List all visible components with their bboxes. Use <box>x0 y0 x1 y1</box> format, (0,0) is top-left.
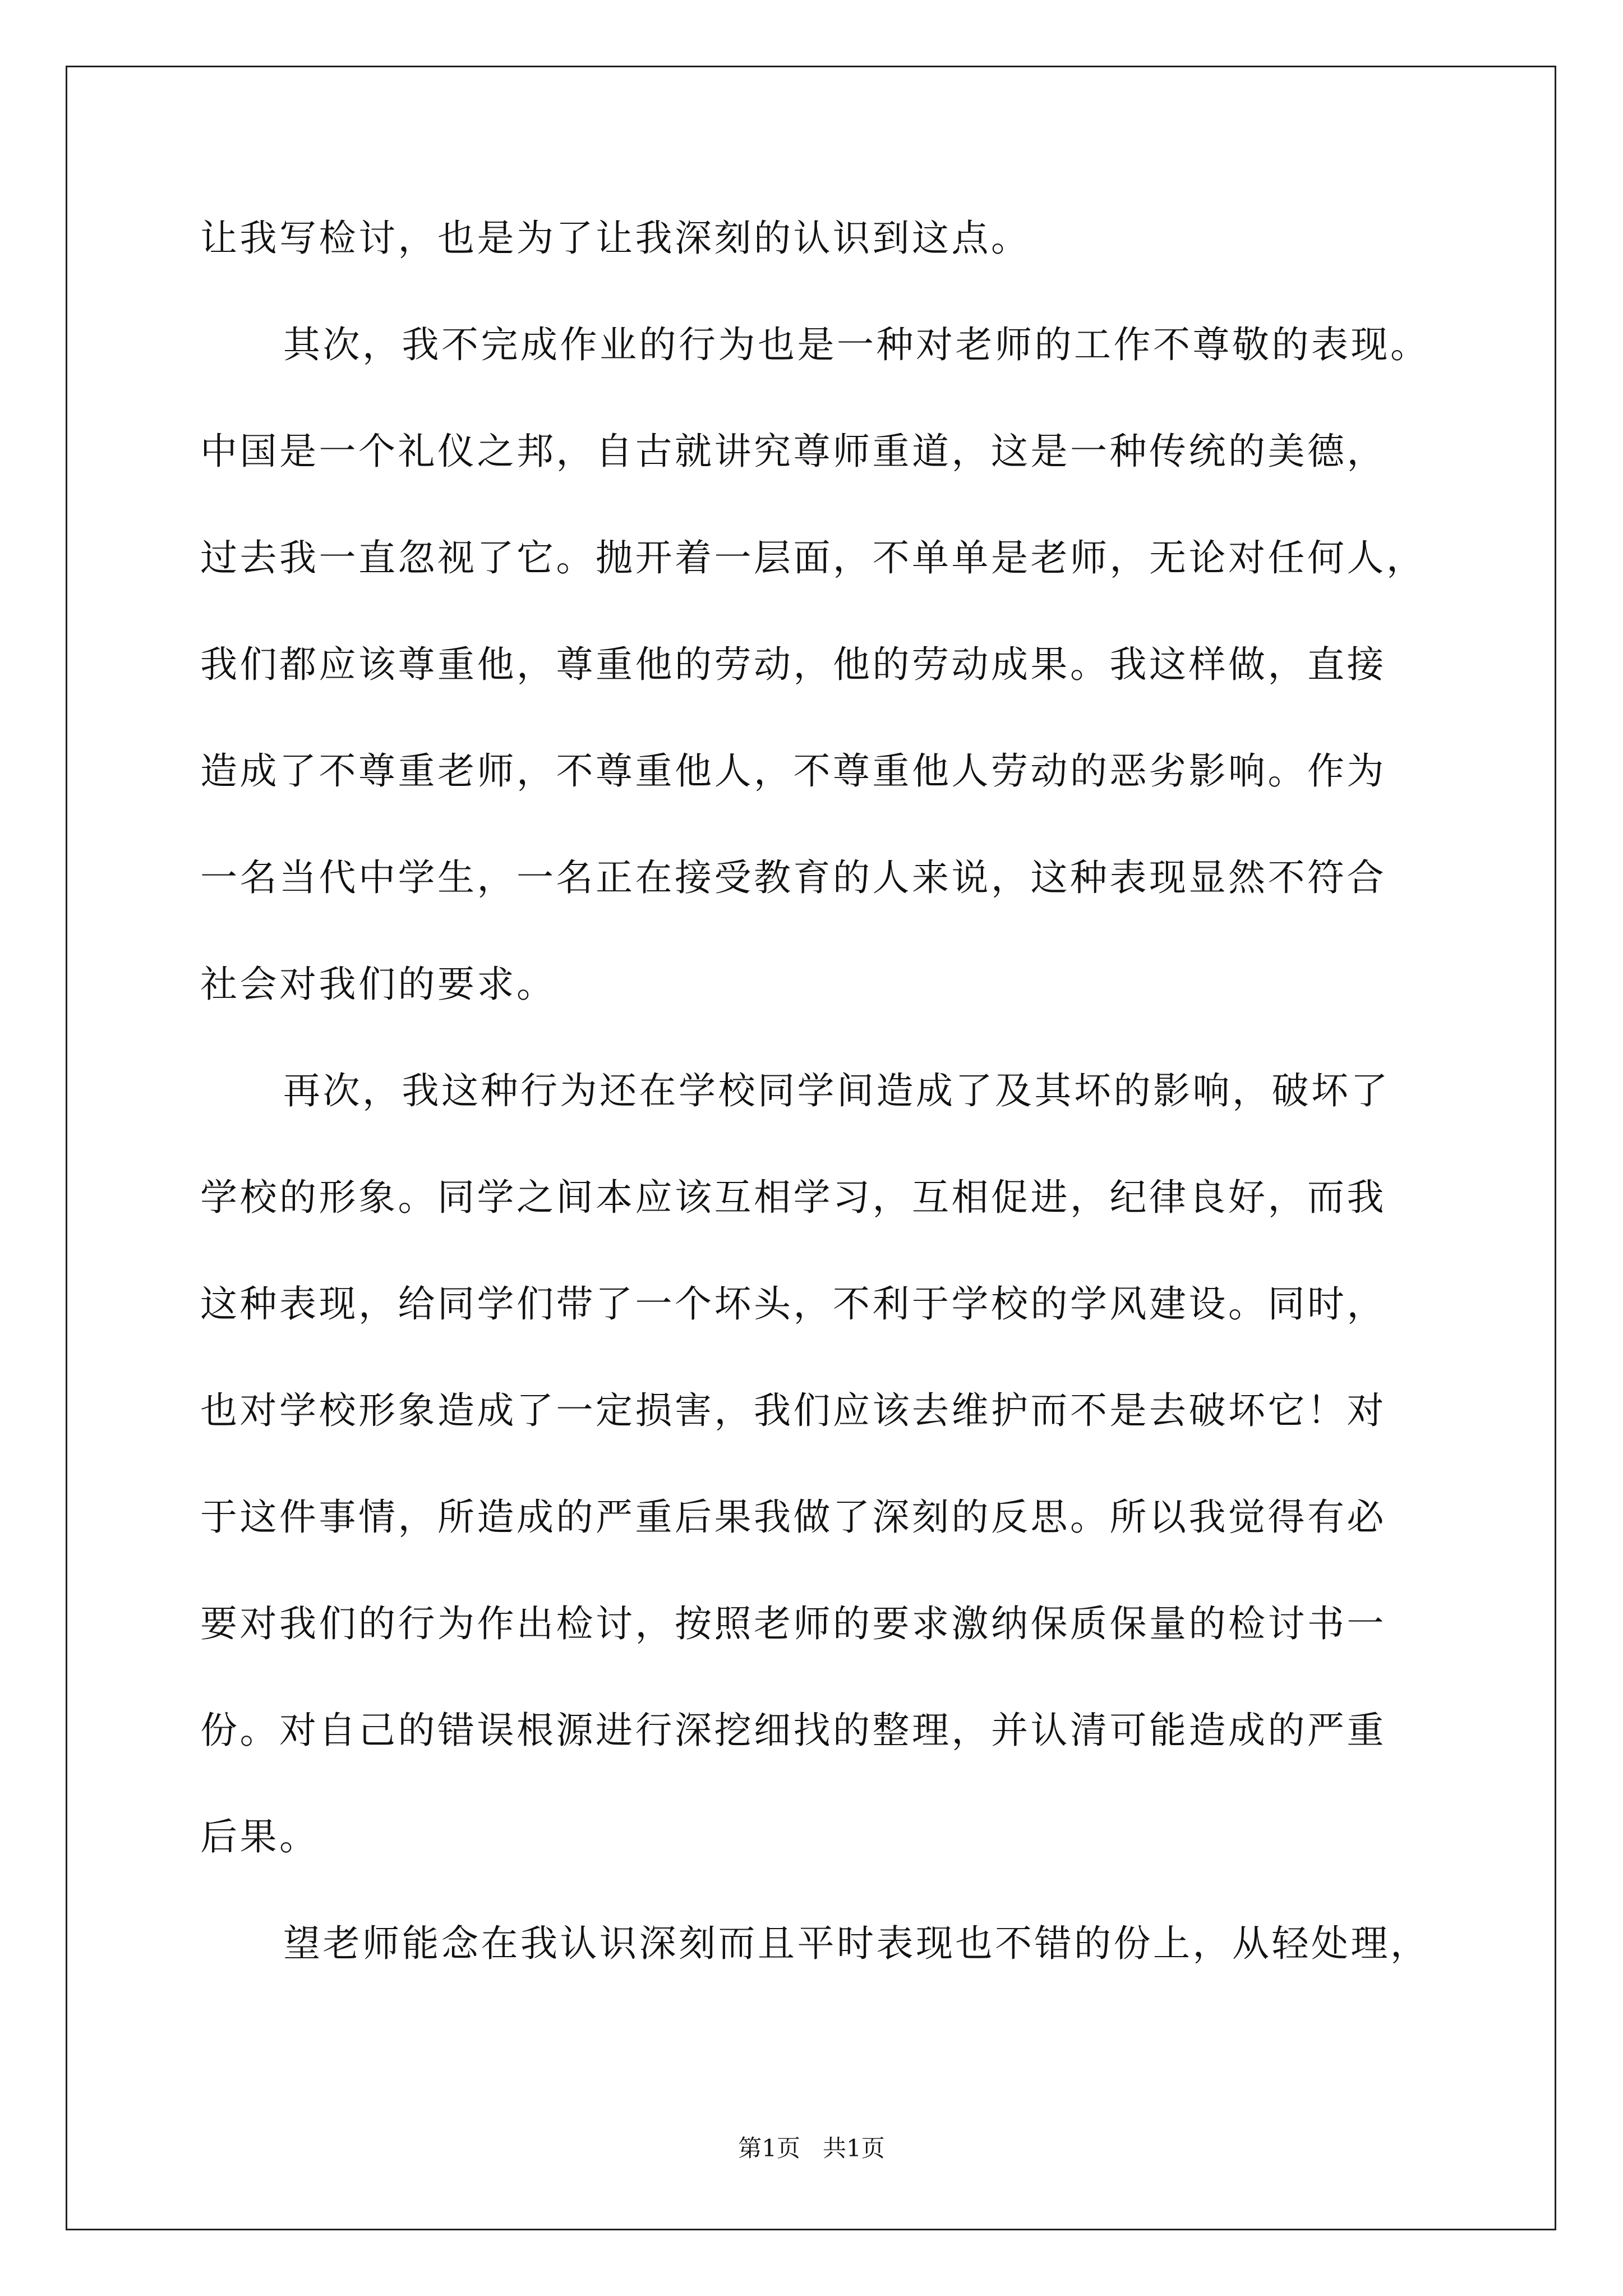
text-line: 过去我一直忽视了它。抛开着一层面，不单单是老师，无论对任何人， <box>200 536 1426 579</box>
text-line: 学校的形象。同学之间本应该互相学习，互相促进，纪律良好，而我 <box>200 1176 1386 1219</box>
text-line: 再次，我这种行为还在学校同学间造成了及其坏的影响，破坏了 <box>283 1069 1390 1112</box>
page-footer <box>0 2134 1623 2162</box>
text-line: 后果。 <box>200 1815 319 1858</box>
text-line: 我们都应该尊重他，尊重他的劳动，他的劳动成果。我这样做，直接 <box>200 643 1386 686</box>
text-line: 造成了不尊重老师，不尊重他人，不尊重他人劳动的恶劣影响。作为 <box>200 749 1386 793</box>
text-line: 这种表现，给同学们带了一个坏头，不利于学校的学风建设。同时， <box>200 1282 1386 1326</box>
text-line: 一名当代中学生，一名正在接受教育的人来说，这种表现显然不符合 <box>200 856 1386 899</box>
page-number: 第1页 <box>738 2134 800 2162</box>
text-line: 让我写检讨，也是为了让我深刻的认识到这点。 <box>200 217 1031 260</box>
text-line: 也对学校形象造成了一定损害，我们应该去维护而不是去破坏它！对 <box>200 1389 1386 1432</box>
text-line: 社会对我们的要求。 <box>200 963 556 1006</box>
text-line: 要对我们的行为作出检讨，按照老师的要求激纳保质保量的检讨书一 <box>200 1602 1386 1645</box>
document-body <box>200 219 1434 2031</box>
text-line: 其次，我不完成作业的行为也是一种对老师的工作不尊敬的表现。 <box>283 323 1430 366</box>
text-line: 于这件事情，所造成的严重后果我做了深刻的反思。所以我觉得有必 <box>200 1496 1386 1539</box>
text-line: 望老师能念在我认识深刻而且平时表现也不错的份上，从轻处理， <box>283 1922 1430 1965</box>
page-total: 共1页 <box>823 2134 885 2162</box>
text-line: 中国是一个礼仪之邦，自古就讲究尊师重道，这是一种传统的美德， <box>200 430 1386 473</box>
text-line: 份。对自己的错误根源进行深挖细找的整理，并认清可能造成的严重 <box>200 1709 1386 1752</box>
